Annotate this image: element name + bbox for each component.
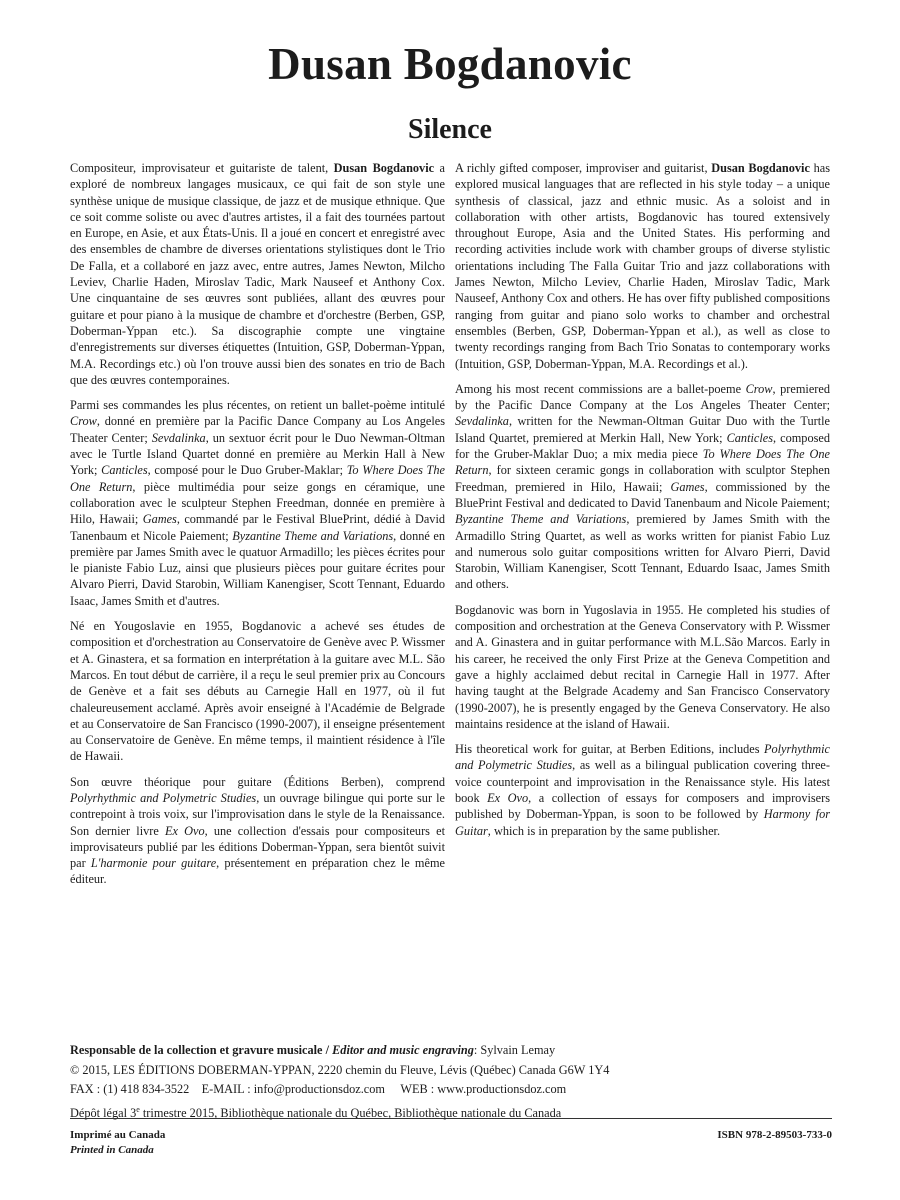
bio-fr-paragraph: Son œuvre théorique pour guitare (Éditions Berben), comprend Polyrhythmic and Polymetric Studies, un ouvrage bilingue qui porte sur le contrepoint à trois voix, sur l'improvisation dans le style de la Renaissance. Son dernier livre Ex Ovo, une collection d'essais pour compositeurs et improvisateurs publié par les éditions Doberman-Yppan, sera bientôt suivit par L'harmonie pour guitare, présentement en préparation chez le même éditeur. (70, 774, 445, 887)
printed-in (70, 1128, 165, 1158)
copyright-line: © 2015, LES ÉDITIONS DOBERMAN-YPPAN, 2220 chemin du Fleuve, Lévis (Québec) Canada G6W 1Y4 (70, 1062, 610, 1077)
printed-en: Printed in Canada (70, 1144, 154, 1156)
bio-fr-paragraph: Parmi ses commandes les plus récentes, on retient un ballet-poème intitulé Crow, donné en première par la Pacific Dance Company au Los Angeles Theater Center; Sevdalinka, un sextuor écrit pour le Duo Newman-Oltman avec le Turtle Island Quartet donné en première au Merkin Hall à New York; Canticles, composé pour le Duo Gruber-Maklar; To Where Does The One Return, pièce multimédia pour seize gongs en céramique, une collaboration avec le sculpteur Stephen Freedman, donnée en première à Hilo, Hawaii; Games, commandé par le Festival BluePrint, dédié à David Tanenbaum et Nicole Paiement; Byzantine Theme and Variations, donné en première par James Smith avec le quatuor Armadillo; les pièces écrites pour le pianiste Fabio Luz, ainsi que plusieurs pièces pour guitare écrites pour Alvaro Pierri, David Starobin, William Kanengiser, Scott Tennant, Eduardo Isaac, James Smith et d'autres. (70, 398, 446, 608)
printed-fr: Imprimé au Canada (70, 1129, 166, 1141)
footer-divider (70, 1118, 832, 1119)
email: E-MAIL : info@productionsdoz.com (201, 1082, 385, 1096)
contact-line (70, 1080, 830, 1100)
bio-en-paragraph: A richly gifted composer, improviser and guitarist, Dusan Bogdanovic has explored musical languages that are reflected in his style today – a unique synthesis of classical, jazz and ethnic music. As a soloist and in collaboration with other artists, Bogdanovic has toured extensively throughout Europe, Asia and the United States. His performing and recording activities include work with chamber groups of diverse stylistic orientations including The Falla Guitar Trio and jazz collaborations with James Newton, Milcho Leviev, Charlie Haden, Miroslav Tadic, Mark Nauseef, Anthony Cox and others. He has over fifty published compositions ranging from guitar and piano solo works to chamber and orchestral ensembles (Berben, GSP, Doberman-Yppan et al.), as well as close to twenty recordings ranging from Bach Trio Sonatas to contemporary works (Intuition, GSP, Doberman-Yppan, M.A. Recordings et al.). (455, 161, 830, 371)
editor-name: Sylvain Lemay (480, 1043, 556, 1057)
website: WEB : www.productionsdoz.com (400, 1082, 567, 1096)
biography-french-column (70, 160, 445, 897)
publication-credits (70, 1041, 830, 1123)
biography-english-column (455, 160, 830, 848)
bio-en-paragraph: Among his most recent commissions are a ballet-poeme Crow, premiered by the Pacific Dance Company at the Los Angeles Theater Center; Sevdalinka, written for the Newman-Oltman Guitar Duo with the Turtle Island Quartet, premiered at Merkin Hall, New York; Canticles, composed for the Gruber-Maklar Duo; a mix media piece To Where Does The One Return, for sixteen ceramic gongs in collaboration with sculptor Stephen Freedman, premiered in Hilo, Hawaii; Games, commissioned by the BluePrint Festival and dedicated to David Tanenbaum and Nicole Paiement; Byzantine Theme and Variations, premiered by James Smith with the Armadillo String Quartet, as well as works written for pianist Fabio Luz and numerous solo guitar compositions written for Alvaro Pierri, David Starobin, William Kanengiser, Scott Tennant, Eduardo Isaac, James Smith and others. (455, 381, 830, 592)
isbn: ISBN 978-2-89503-733-0 (717, 1129, 832, 1141)
piece-title: Silence (408, 114, 492, 145)
fax: FAX : (1) 418 834-3522 (70, 1082, 190, 1096)
bio-fr-paragraph: Né en Yougoslavie en 1955, Bogdanovic a achevé ses études de composition et d'orchestration au Conservatoire de Genève avec P. Wissmer et A. Ginastera, et sa formation en interprétation à la guitare avec M.L. São Marcos. En tout début de carrière, il a reçu le seul premier prix au Concours de Genève et a fait ses débuts au Carnegie Hall en 1977, où il fut chaleureusement acclamé. Après avoir enseigné à l'Académie de Belgrade et au Conservatoire de San Francisco (1990-2007), il enseigne présentement au Conservatoire de Genève. En même temps, il maintient résidence à l'île de Hawaii. (70, 619, 445, 764)
editor-credit: Responsable de la collection et gravure musicale / Editor and music engraving: Sylvain Lemay (70, 1043, 556, 1057)
page-title: Dusan Bogdanovic (268, 39, 632, 89)
bio-fr-paragraph: Compositeur, improvisateur et guitariste de talent, Dusan Bogdanovic a exploré de nombreux langages musicaux, ce qui fait de son style une synthèse unique de musique classique, de jazz et de musique ethnique. Que ce soit comme soliste ou avec d'autres artistes, il a fait des tournées partout en Europe, en Asie, et aux États-Unis. Il a joué en concert et enregistré avec des ensembles de chambre de diverses orientations stylistiques dont le Trio De Falla, et a collaboré en jazz avec, entre autres, James Newton, Milcho Leviev, Charlie Haden, Miroslav Tadic, Mark Nauseef et Anthony Cox. Une cinquantaine de ses œuvres sont publiées, allant des œuvres pour guitare et pour piano à la musique de chambre et d'orchestre (Berben, GSP, Doberman-Yppan etc.). Sa discographie compte une vingtaine d'enregistrements sur diverses étiquettes (Intuition, GSP, Doberman-Yppan, M.A. Recordings etc.) où l'on trouve aussi bien des sonates en trio de Bach que des œuvres contemporaines. (70, 161, 445, 387)
bio-en-paragraph: His theoretical work for guitar, at Berben Editions, includes Polyrhythmic and Polymetric Studies, as well as a bilingual publication covering three- voice counterpoint and improvisation in the Renaissance style. His latest book Ex Ovo, a collection of essays for composers and improvisers published by Doberman-Yppan, is soon to be followed by Harmony for Guitar, which is in preparation by the same publisher. (455, 742, 831, 838)
bio-en-paragraph: Bogdanovic was born in Yugoslavia in 1955. He completed his studies of composition and orchestration at the Geneva Conservatory with P. Wissmer and A. Ginastera and in guitar performance with M.L.São Marcos. Early in his career, he received the only First Prize at the Geneva Competition and gave a highly acclaimed debut recital in Carnegie Hall in 1977. After having taught at the Belgrade Academy and San Francisco Conservatory (1990-2007), he is presently engaged by the Geneva Conservatory. He also maintains residence at the island of Hawaii. (455, 602, 830, 731)
legal-deposit: Dépôt légal 3e trimestre 2015, Bibliothèque nationale du Québec, Bibliothèque nationale du Canada (70, 1104, 562, 1120)
